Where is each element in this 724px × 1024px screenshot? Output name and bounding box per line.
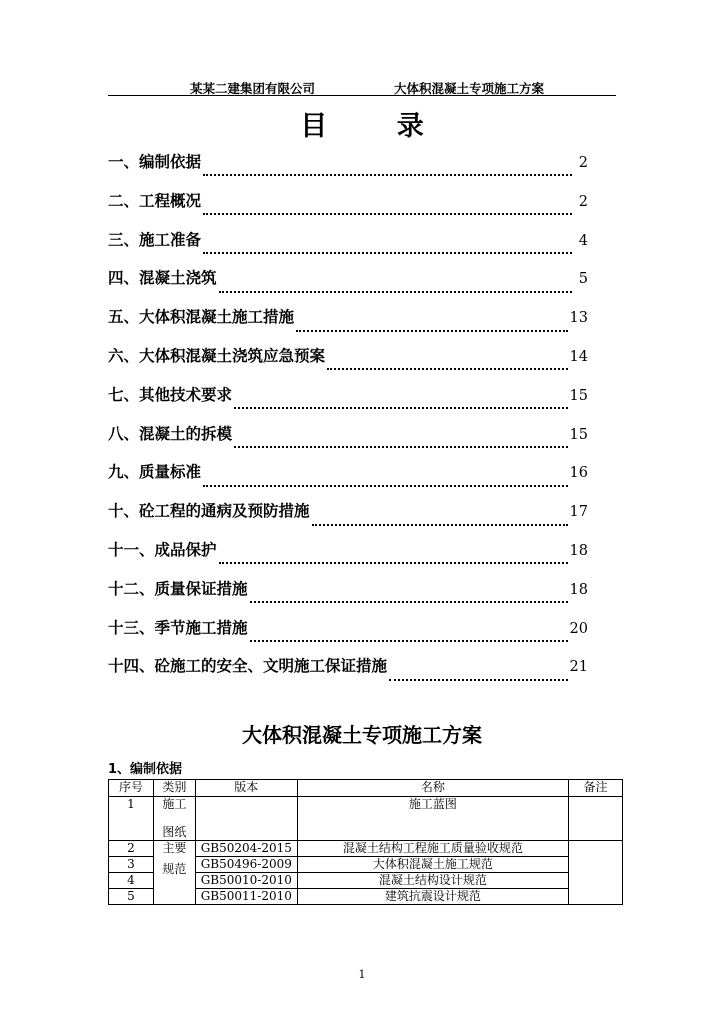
cell-no: 5 bbox=[109, 889, 154, 905]
cell-category-line: 主要 bbox=[162, 841, 187, 855]
toc-entry-page: 16 bbox=[569, 465, 588, 482]
cell-category bbox=[153, 841, 195, 905]
cell-no: 2 bbox=[109, 841, 154, 857]
cell-category-line: 图纸 bbox=[162, 825, 187, 839]
main-title: 大体积混凝土专项施工方案 bbox=[242, 723, 482, 747]
cell-no: 4 bbox=[109, 873, 154, 889]
toc-entry[interactable] bbox=[108, 266, 588, 305]
toc-leader bbox=[389, 671, 568, 681]
toc-entry-label: 四、混凝土浇筑 bbox=[108, 269, 217, 288]
toc-entry-page: 14 bbox=[569, 348, 588, 365]
page-header bbox=[108, 78, 616, 96]
cell-no: 1 bbox=[109, 797, 154, 841]
toc-leader bbox=[203, 477, 568, 487]
toc-entry-page: 18 bbox=[569, 542, 588, 559]
toc-entry-page: 20 bbox=[569, 620, 588, 637]
toc-entry[interactable] bbox=[108, 422, 588, 461]
cell-name: 混凝土结构设计规范 bbox=[297, 873, 568, 889]
toc-leader bbox=[219, 554, 568, 564]
toc-leader bbox=[296, 322, 568, 332]
toc-leader bbox=[234, 438, 568, 448]
cell-version: GB50010-2010 bbox=[195, 873, 297, 889]
page-number: 1 bbox=[358, 968, 366, 981]
cell-version: GB50496-2009 bbox=[195, 857, 297, 873]
toc-entry-label: 十、砼工程的通病及预防措施 bbox=[108, 502, 310, 521]
toc-entry-label: 二、工程概况 bbox=[108, 191, 202, 210]
cell-category-line: 规范 bbox=[162, 862, 187, 876]
header-company: 某某二建集团有限公司 bbox=[190, 81, 316, 96]
cell-version: GB50011-2010 bbox=[195, 889, 297, 905]
section-title: 1、编制依据 bbox=[108, 762, 183, 777]
header-category: 类别 bbox=[153, 780, 195, 797]
toc-entry[interactable] bbox=[108, 189, 588, 228]
toc-title: 目 录 bbox=[300, 111, 454, 142]
table-row bbox=[109, 841, 623, 857]
toc-entry[interactable] bbox=[108, 305, 588, 344]
toc-leader bbox=[234, 399, 568, 409]
cell-category-line: 施工 bbox=[162, 797, 187, 811]
toc-leader bbox=[203, 205, 572, 215]
toc-entry-page: 13 bbox=[569, 310, 588, 327]
cell-note bbox=[569, 797, 623, 841]
toc-entry-label: 一、编制依据 bbox=[108, 153, 202, 171]
toc-entry-label: 六、大体积混凝土浇筑应急预案 bbox=[108, 346, 326, 365]
toc-entry-page: 15 bbox=[569, 387, 588, 404]
cell-version: GB50204-2015 bbox=[195, 841, 297, 857]
header-version: 版本 bbox=[195, 780, 297, 797]
toc-entry-label: 十三、季节施工措施 bbox=[108, 618, 248, 637]
cell-name: 混凝土结构工程施工质量验收规范 bbox=[297, 841, 568, 857]
cell-note bbox=[569, 841, 623, 905]
toc-entry-label: 十一、成品保护 bbox=[108, 540, 217, 559]
header-no: 序号 bbox=[109, 780, 154, 797]
toc-entry-label: 十二、质量保证措施 bbox=[108, 579, 248, 598]
toc-entry[interactable] bbox=[108, 228, 588, 267]
toc-entry-page: 2 bbox=[578, 155, 588, 171]
toc-entry-page: 4 bbox=[578, 232, 588, 249]
toc-leader bbox=[250, 593, 568, 603]
toc-entry-label: 七、其他技术要求 bbox=[108, 385, 233, 404]
toc-entry[interactable] bbox=[108, 150, 588, 189]
toc-leader bbox=[312, 516, 568, 526]
cell-name: 建筑抗震设计规范 bbox=[297, 889, 568, 905]
toc-entry-page: 17 bbox=[569, 504, 588, 521]
toc-entry-page: 2 bbox=[578, 193, 588, 210]
basis-table bbox=[108, 779, 623, 905]
toc-entry-page: 5 bbox=[578, 271, 588, 288]
header-document-title: 大体积混凝土专项施工方案 bbox=[394, 81, 545, 96]
toc-entry-label: 十四、砼施工的安全、文明施工保证措施 bbox=[108, 657, 388, 676]
table-row bbox=[109, 797, 623, 841]
toc-entry-page: 21 bbox=[569, 659, 588, 676]
cell-version bbox=[195, 797, 297, 841]
toc-entry-label: 八、混凝土的拆模 bbox=[108, 424, 233, 443]
toc-entry-label: 三、施工准备 bbox=[108, 230, 202, 249]
header-name: 名称 bbox=[297, 780, 568, 797]
cell-name: 施工蓝图 bbox=[297, 797, 568, 841]
toc-entry[interactable] bbox=[108, 654, 588, 693]
toc-entry-label: 五、大体积混凝土施工措施 bbox=[108, 308, 295, 327]
header-note: 备注 bbox=[569, 780, 623, 797]
toc-entry[interactable] bbox=[108, 499, 588, 538]
toc-leader bbox=[250, 632, 568, 642]
toc-entry[interactable] bbox=[108, 383, 588, 422]
cell-category bbox=[153, 797, 195, 841]
toc-entry[interactable] bbox=[108, 460, 588, 499]
toc-entry[interactable] bbox=[108, 344, 588, 383]
toc-entry-page: 15 bbox=[569, 426, 588, 443]
toc-leader bbox=[327, 360, 568, 370]
toc-entry[interactable] bbox=[108, 577, 588, 616]
toc-entry-page: 18 bbox=[569, 581, 588, 598]
toc-entry[interactable] bbox=[108, 538, 588, 577]
toc-entry-label: 九、质量标准 bbox=[108, 463, 202, 482]
table-header-row bbox=[109, 780, 623, 797]
toc-leader bbox=[219, 283, 572, 293]
toc-entry[interactable] bbox=[108, 616, 588, 655]
cell-name: 大体积混凝土施工规范 bbox=[297, 857, 568, 873]
cell-no: 3 bbox=[109, 857, 154, 873]
table-of-contents bbox=[108, 150, 588, 693]
toc-leader bbox=[203, 244, 572, 254]
toc-leader bbox=[203, 166, 572, 176]
